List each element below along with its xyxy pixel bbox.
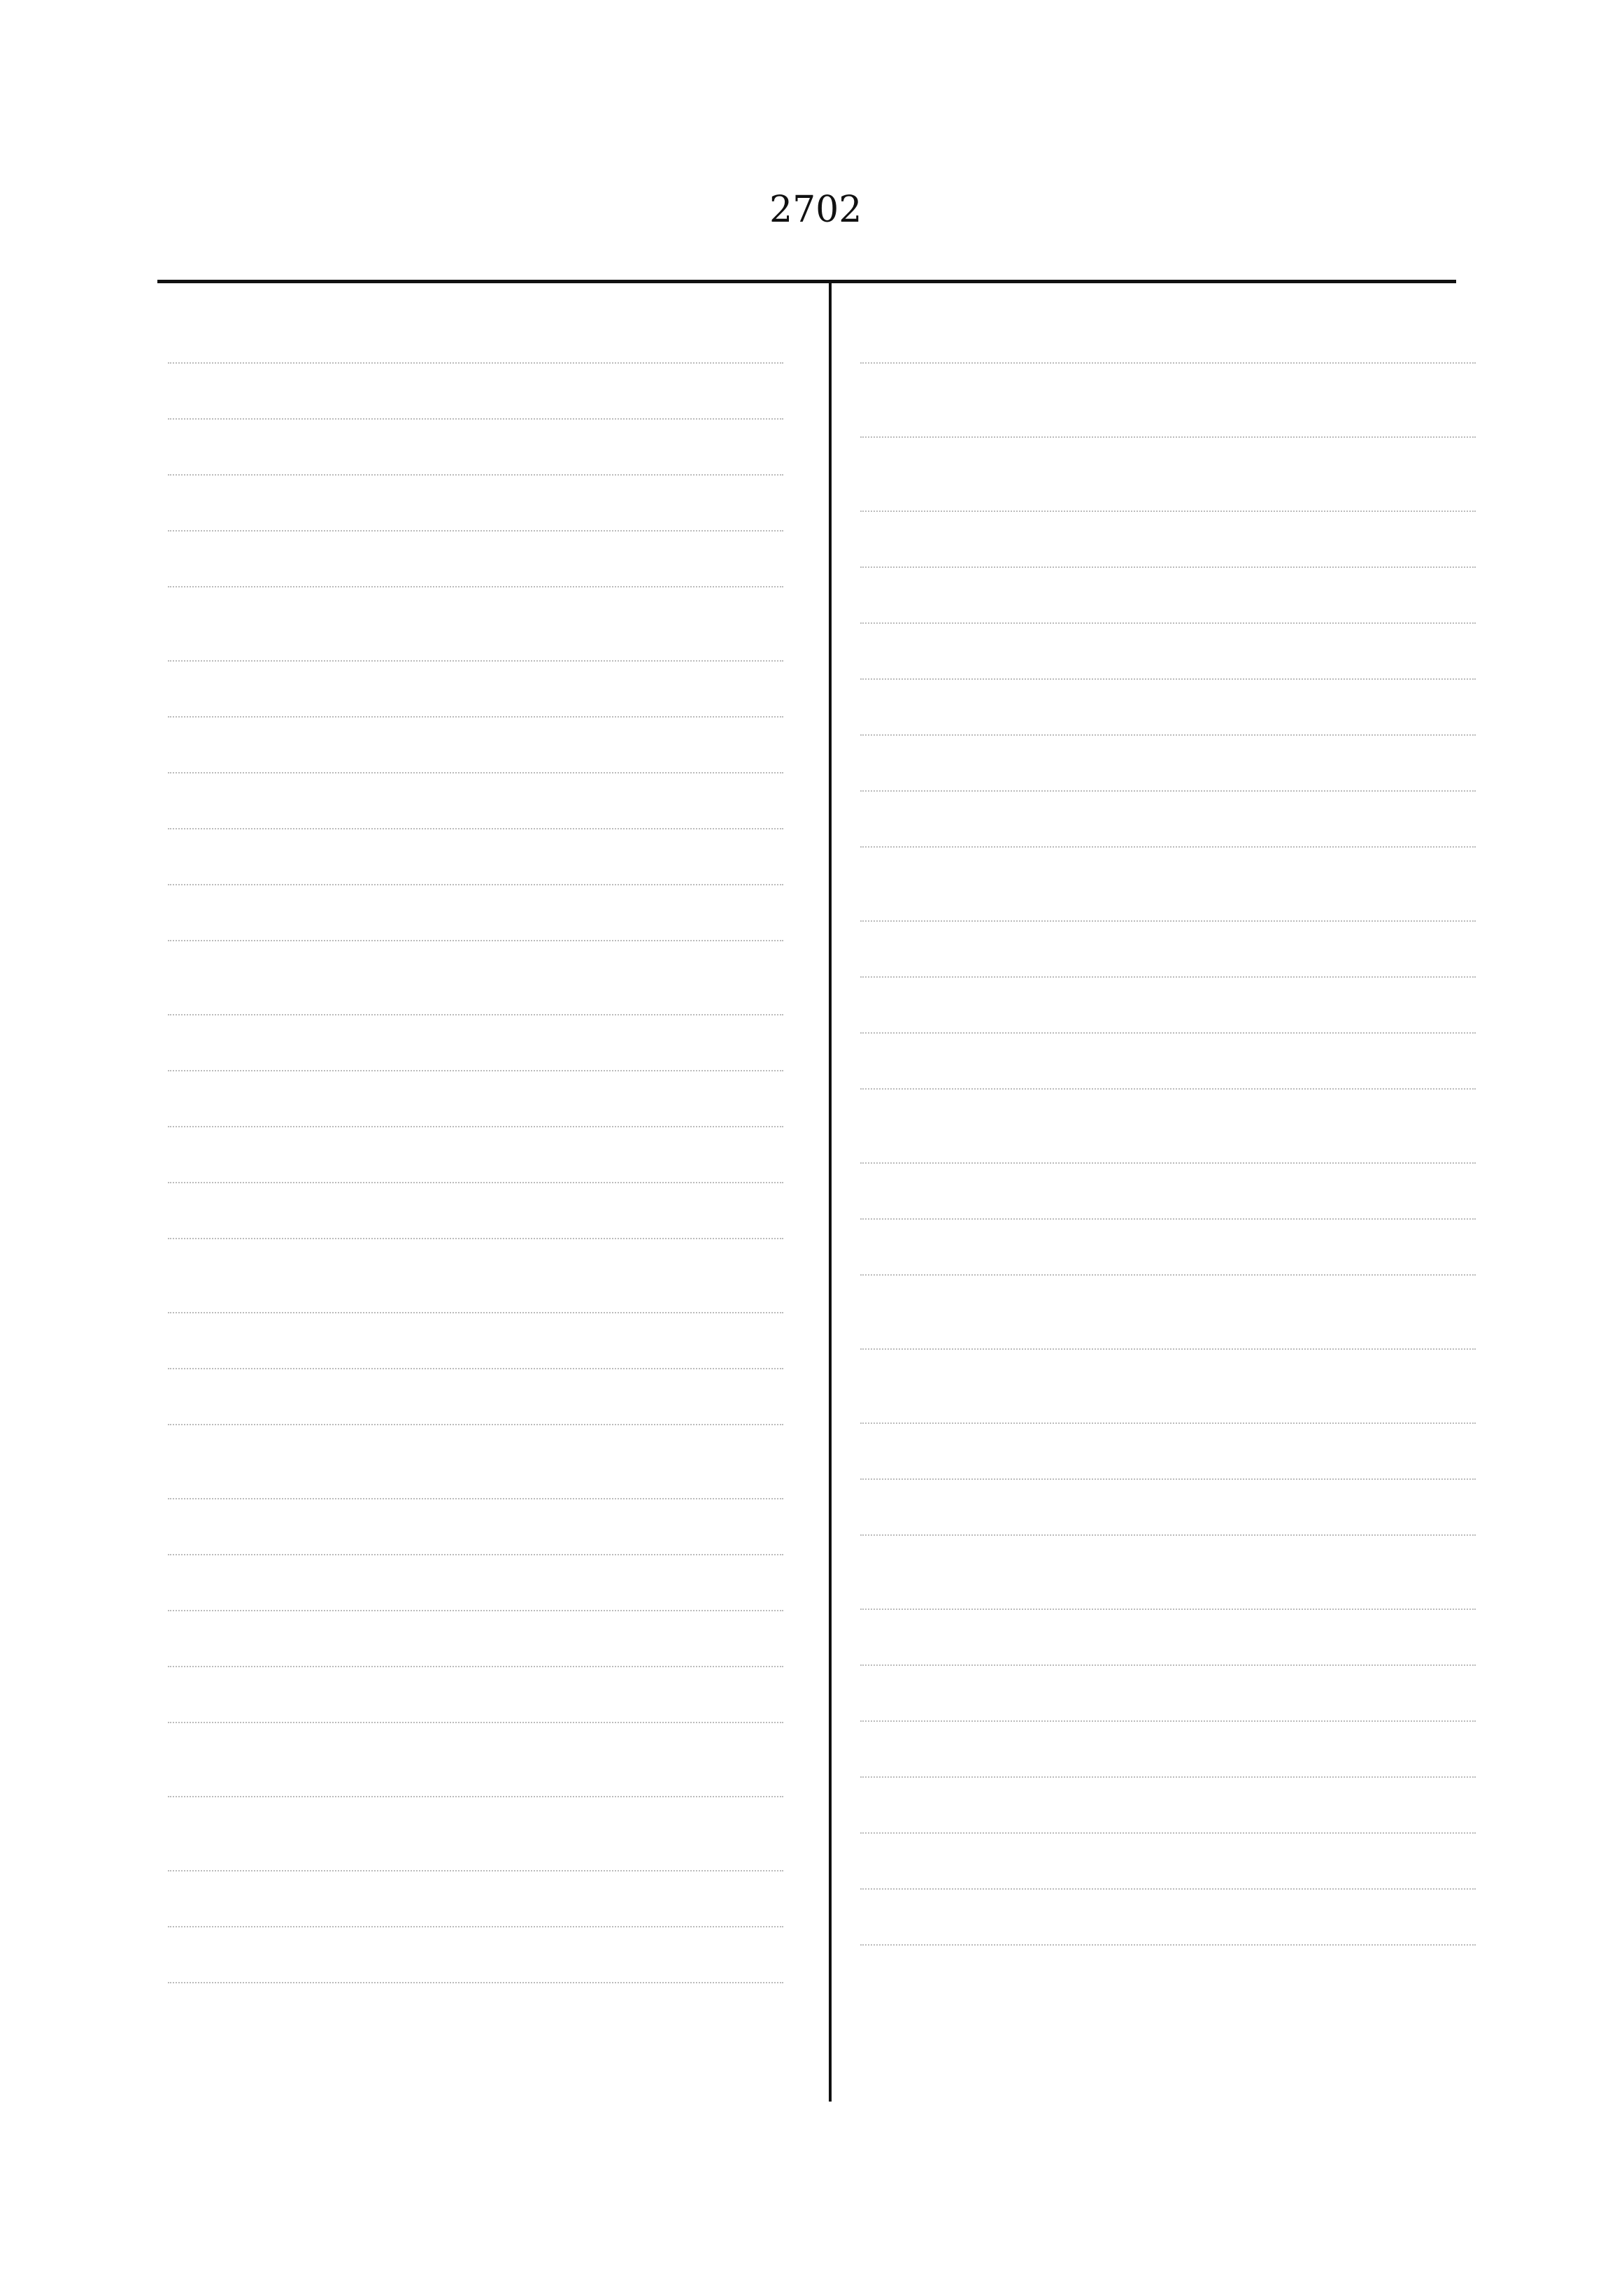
text-line — [168, 1015, 783, 1071]
dictionary-entry — [168, 1443, 783, 1723]
text-line — [168, 1816, 783, 1871]
text-line — [168, 532, 783, 587]
dictionary-entry — [860, 308, 1476, 364]
dictionary-entry — [860, 456, 1476, 848]
dictionary-entry — [860, 1368, 1476, 1536]
text-line — [168, 420, 783, 476]
text-line — [860, 1890, 1476, 1946]
text-line — [860, 1666, 1476, 1722]
text-line — [168, 308, 783, 364]
text-line — [860, 1554, 1476, 1610]
text-line — [860, 1480, 1476, 1536]
text-line — [860, 792, 1476, 848]
text-line — [168, 662, 783, 718]
text-line — [860, 1294, 1476, 1350]
text-line — [168, 1871, 783, 1927]
text-line — [168, 1611, 783, 1667]
text-line — [168, 773, 783, 829]
dictionary-entry — [168, 1741, 783, 1797]
text-line — [168, 960, 783, 1015]
dictionary-entry — [168, 606, 783, 941]
dictionary-entry — [860, 1108, 1476, 1276]
text-line — [860, 1722, 1476, 1778]
text-line — [168, 1499, 783, 1555]
text-line — [860, 978, 1476, 1034]
text-line — [860, 382, 1476, 438]
page-number: 2702 — [769, 189, 862, 231]
text-line — [168, 1071, 783, 1127]
text-line — [860, 1610, 1476, 1666]
dictionary-entry — [168, 1816, 783, 1983]
text-line — [860, 308, 1476, 364]
text-line — [860, 1424, 1476, 1480]
text-line — [860, 456, 1476, 512]
text-line — [168, 718, 783, 773]
text-line — [860, 1164, 1476, 1220]
text-line — [860, 1834, 1476, 1890]
dictionary-entry — [168, 960, 783, 1239]
dictionary-entry — [860, 382, 1476, 438]
text-line — [860, 866, 1476, 922]
text-line — [860, 736, 1476, 792]
dictionary-entry — [168, 1257, 783, 1425]
text-line — [168, 1443, 783, 1499]
text-line — [168, 606, 783, 662]
text-line — [860, 1034, 1476, 1090]
text-line — [860, 1778, 1476, 1834]
left-column — [168, 308, 783, 2002]
text-line — [860, 1220, 1476, 1276]
text-line — [168, 829, 783, 885]
text-line — [168, 1667, 783, 1723]
dictionary-entry — [168, 308, 783, 587]
dictionary-entry — [860, 866, 1476, 1090]
right-column — [860, 308, 1476, 1964]
text-line — [860, 1108, 1476, 1164]
text-line — [860, 1368, 1476, 1424]
text-line — [168, 476, 783, 532]
text-line — [168, 1741, 783, 1797]
header-rule — [157, 280, 1456, 283]
text-line — [168, 1257, 783, 1313]
text-line — [860, 922, 1476, 978]
text-line — [168, 1183, 783, 1239]
text-line — [860, 512, 1476, 568]
dictionary-entry — [860, 1554, 1476, 1946]
text-line — [168, 364, 783, 420]
text-line — [168, 1369, 783, 1425]
column-divider — [829, 283, 832, 2102]
text-line — [860, 568, 1476, 624]
text-line — [168, 1927, 783, 1983]
text-line — [168, 885, 783, 941]
text-line — [168, 1127, 783, 1183]
text-line — [860, 624, 1476, 680]
text-line — [168, 1555, 783, 1611]
dictionary-entry — [860, 1294, 1476, 1350]
text-line — [860, 680, 1476, 736]
text-line — [168, 1313, 783, 1369]
